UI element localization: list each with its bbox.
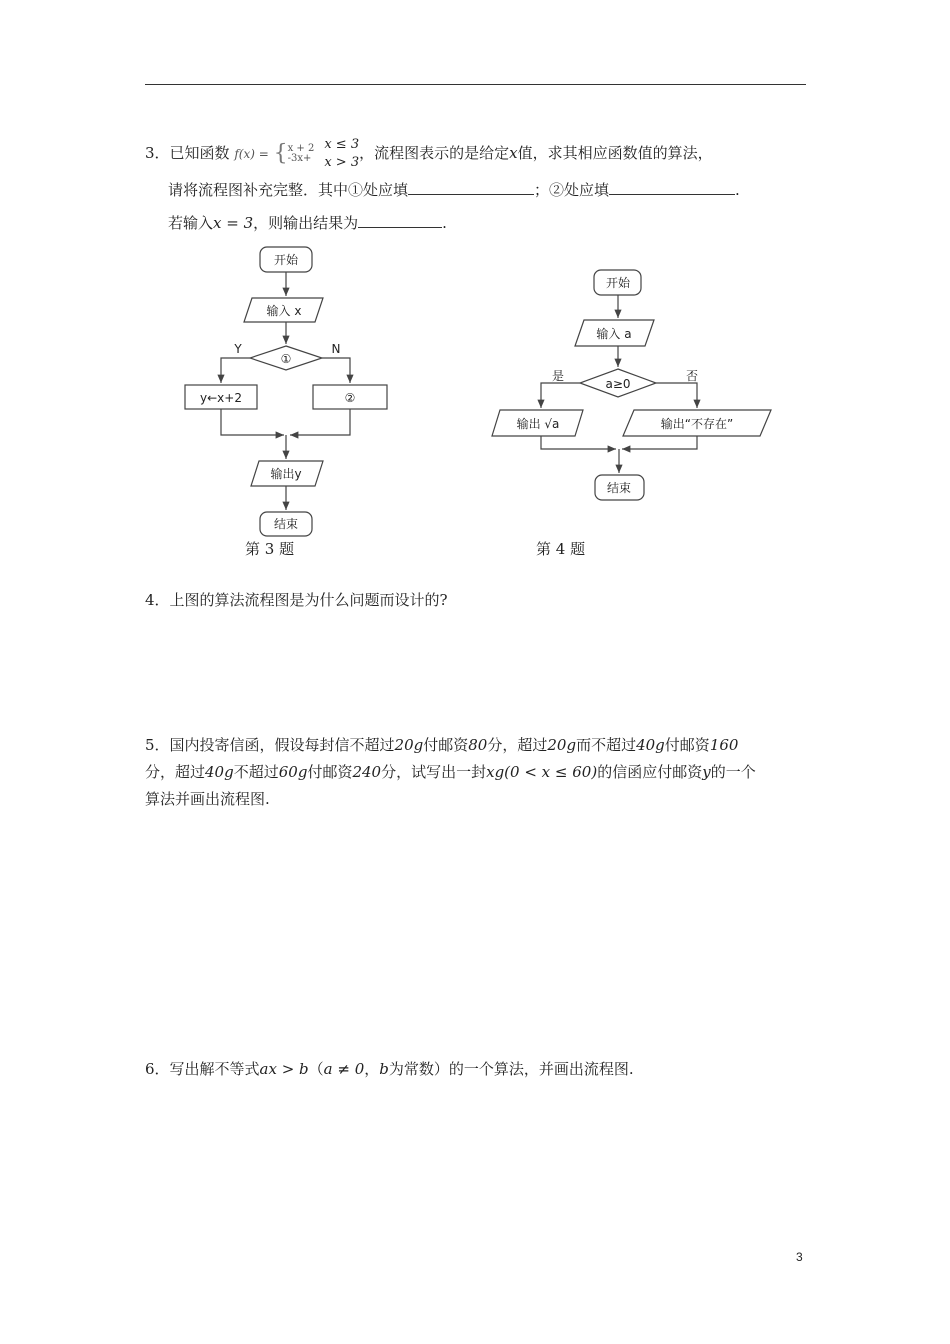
fc4-decision-label: a≥0: [605, 377, 631, 391]
q3-conditions: x ≤ 3 x > 3: [324, 137, 360, 170]
fc4-no-label: 否: [685, 369, 699, 383]
q6-line: 6．写出解不等式ax > b（a ≠ 0，b为常数）的一个算法，并画出流程图.: [145, 1060, 634, 1078]
q3-line3-text: 若输入: [168, 214, 214, 232]
fig3-caption: 第 3 题: [245, 540, 295, 558]
page-number: 3: [796, 1250, 803, 1264]
header-rule: [145, 84, 806, 85]
q3-after2: 值，求其相应函数值的算法，: [517, 144, 713, 162]
fc3-end-label: 结束: [273, 517, 299, 531]
q5-line2: 分，超过40g不超过60g付邮资240分，试写出一封xg(0 < x ≤ 60)的信函应付邮资y的一个: [145, 763, 756, 781]
fc4-start-label: 开始: [605, 276, 631, 290]
q3-piecewise: x + 2 -3x+: [287, 143, 315, 164]
q3-line3-text-c: .: [442, 214, 447, 232]
fc3-yes-label: Y: [234, 342, 242, 356]
q3-xvar: x: [509, 144, 518, 162]
q3-line2: [168, 180, 740, 200]
q4-text: 4．上图的算法流程图是为什么问题而设计的?: [145, 591, 448, 609]
q5-line3: 算法并画出流程图.: [145, 790, 270, 808]
fc4-yes-label: 是: [551, 369, 565, 383]
blank-3: [358, 213, 442, 228]
flowchart-q4: [480, 260, 780, 510]
flowchart-q3: [170, 240, 420, 545]
q3-line2-text: 请将流程图补充完整．其中①处应填: [168, 181, 409, 199]
fc3-input-label: 输入 x: [266, 304, 302, 318]
blank-2: [609, 180, 735, 195]
fc3-output-label: 输出y: [270, 467, 302, 481]
blank-1: [408, 180, 534, 195]
fc4-end-label: 结束: [606, 481, 632, 495]
q3-line2-text-c: .: [735, 181, 740, 199]
q3-line3-text-b: ，则输出结果为: [253, 214, 359, 232]
q3-line3-expr: x = 3: [213, 214, 254, 232]
fc3-decision-label: ①: [280, 352, 292, 366]
fc4-right-label: 输出“不存在”: [660, 417, 734, 431]
q3-number: 3．: [145, 144, 170, 162]
fig4-caption: 第 4 题: [536, 540, 586, 558]
fc3-left-label: y←x+2: [200, 391, 242, 405]
q3-line3: [168, 213, 447, 233]
q5-line1: 5．国内投寄信函，假设每封信不超过20g付邮资80分，超过20g而不超过40g付邮资160: [145, 736, 739, 754]
fc4-input-label: 输入 a: [596, 327, 632, 341]
fc3-no-label: N: [331, 342, 341, 356]
fc3-right-label: ②: [344, 391, 356, 405]
q3-after: ，流程图表示的是给定: [359, 144, 510, 162]
fc3-start-label: 开始: [273, 253, 299, 267]
q3-line2-text-b: ；②处应填: [534, 181, 610, 199]
q3-function: f(x) =: [234, 147, 269, 161]
q3-lead: 已知函数: [169, 144, 230, 162]
q3-line1: 3．已知函数 f(x) = { x + 2 -3x+ x ≤ 3 x > 3 ，流程图表示的是给定x值，求其相应函数值的算法，: [145, 137, 713, 170]
fc4-left-label: 输出 √a: [516, 417, 560, 431]
